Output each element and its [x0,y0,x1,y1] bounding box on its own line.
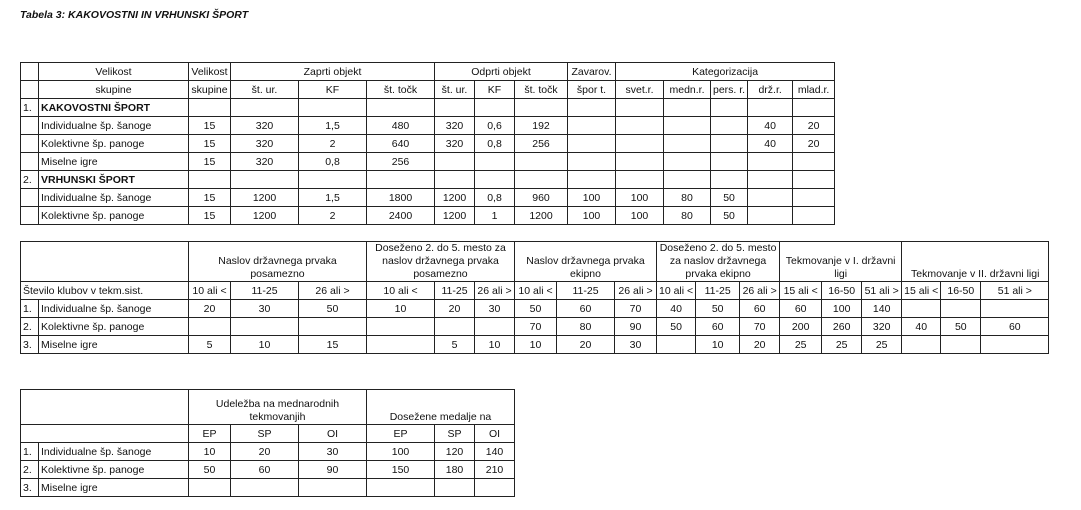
table-cell [515,99,568,117]
row-number [21,189,39,207]
table-row [21,207,835,225]
group-udelezba: Udeležba na mednarodnih tekmovanjih [189,390,367,425]
table-cell: 15 [299,336,367,354]
table-cell: 40 [748,117,793,135]
table-cell: 0,8 [475,189,515,207]
header-zaprti-objekt: Zaprti objekt [231,63,435,81]
table-row [21,153,835,171]
sub-header: OI [299,425,367,443]
header-velikost: Velikost [39,63,189,81]
table-cell [367,336,435,354]
table-row [21,117,835,135]
table-cell: 0,8 [475,135,515,153]
sub-header: 11-25 [231,282,299,300]
table-cell: 100 [367,443,435,461]
table-cell: 256 [515,135,568,153]
table-cell: 50 [189,461,231,479]
row-label: Individualne šp. šanoge [39,189,189,207]
row-label: Kolektivne šp. panoge [39,318,189,336]
sub-header: 26 ali > [299,282,367,300]
sub-header: 26 ali > [475,282,515,300]
table-cell [231,171,299,189]
table-cell [475,479,515,497]
table-row [21,300,1049,318]
table-cell [981,336,1049,354]
table-cell [793,189,835,207]
table-cell [367,318,435,336]
table-cell: 1200 [231,207,299,225]
table-cell: 25 [780,336,822,354]
table-cell: 15 [189,117,231,135]
table-cell: 192 [515,117,568,135]
table-cell: 100 [616,207,664,225]
row-number [21,207,39,225]
table-cell: 100 [568,207,616,225]
sub-header: špor t. [568,81,616,99]
table-title: Tabela 3: KAKOVOSTNI IN VRHUNSKI ŠPORT [20,9,249,21]
sub-header: svet.r. [616,81,664,99]
table-cell: 0,8 [299,153,367,171]
sub-header: medn.r. [664,81,711,99]
table-cell [367,479,435,497]
table-cell: 15 [189,135,231,153]
table-cell [748,171,793,189]
header-skupine: skupine [39,81,189,99]
table-cell [367,99,435,117]
sub-header: št. točk [367,81,435,99]
row-label: Individualne šp. šanoge [39,443,189,461]
row-label: Kolektivne šp. panoge [39,461,189,479]
table-cell [711,117,748,135]
table-cell [748,189,793,207]
table-klubi-tekmovanja [20,241,1049,354]
row-label: KAKOVOSTNI ŠPORT [39,99,189,117]
table-cell: 180 [435,461,475,479]
table-row [21,336,1049,354]
table-cell [568,117,616,135]
sub-header: EP [189,425,231,443]
table-cell [664,153,711,171]
table-row [21,171,835,189]
table-cell: 20 [793,117,835,135]
table-cell: 50 [696,300,740,318]
row-number [21,135,39,153]
table-cell [299,479,367,497]
table-cell: 140 [475,443,515,461]
row-label: Miselne igre [39,336,189,354]
row-number: 2. [21,318,39,336]
table-cell: 60 [780,300,822,318]
table-row [21,318,1049,336]
table-cell [299,318,367,336]
table-cell [231,318,299,336]
table-cell: 20 [231,443,299,461]
sub-header: 11-25 [435,282,475,300]
table-cell: 20 [557,336,615,354]
sub-header: OI [475,425,515,443]
table-cell [941,300,981,318]
table-cell: 120 [435,443,475,461]
table-cell: 5 [189,336,231,354]
sub-header: 11-25 [696,282,740,300]
table-cell: 90 [615,318,657,336]
table-cell [793,153,835,171]
sub-header: 26 ali > [615,282,657,300]
table-cell: 320 [435,135,475,153]
table-cell [793,99,835,117]
table-cell: 15 [189,153,231,171]
table-cell [711,135,748,153]
table-cell: 15 [189,189,231,207]
table-cell [435,99,475,117]
sub-header: 16-50 [941,282,981,300]
table-cell [231,479,299,497]
sub-header: št. ur. [231,81,299,99]
table-cell: 20 [189,300,231,318]
table-cell: 40 [657,300,696,318]
group-naslov-ekipno: Naslov državnega prvaka ekipno [515,242,657,282]
table-cell [231,99,299,117]
table-cell: 10 [475,336,515,354]
table-cell [711,99,748,117]
row-label: VRHUNSKI ŠPORT [39,171,189,189]
table-cell: 50 [515,300,557,318]
table-cell: 100 [568,189,616,207]
table-cell [367,171,435,189]
table-cell: 320 [435,117,475,135]
sub-header: 10 ali < [515,282,557,300]
table-cell: 60 [981,318,1049,336]
row-label-stevilo-klubov: Število klubov v tekm.sist. [21,282,189,300]
table-cell: 30 [299,443,367,461]
table-cell: 2400 [367,207,435,225]
table-cell: 40 [748,135,793,153]
table-cell [299,99,367,117]
table-cell [664,117,711,135]
table-cell: 10 [189,443,231,461]
sub-header: pers. r. [711,81,748,99]
row-label: Kolektivne šp. panoge [39,135,189,153]
table-cell [793,171,835,189]
table-cell: 25 [822,336,862,354]
table-cell: 20 [435,300,475,318]
table-cell [568,153,616,171]
table-cell [189,99,231,117]
sub-header: SP [435,425,475,443]
table-row [21,479,515,497]
group-liga-1: Tekmovanje v I. državni ligi [780,242,902,282]
sub-header: 16-50 [822,282,862,300]
table-cell: 320 [231,135,299,153]
table-cell [515,153,568,171]
sub-header: drž.r. [748,81,793,99]
table-mednarodna-tekmovanja [20,389,515,497]
header-skupine-2: skupine [189,81,231,99]
table-cell: 90 [299,461,367,479]
table-cell: 256 [367,153,435,171]
table-cell [435,318,475,336]
table-cell: 2 [299,207,367,225]
table-cell: 25 [862,336,902,354]
row-label: Miselne igre [39,479,189,497]
sub-header: KF [299,81,367,99]
table-cell [793,207,835,225]
table-cell: 15 [189,207,231,225]
header-velikost-2: Velikost [189,63,231,81]
table-cell: 10 [367,300,435,318]
table-cell: 30 [475,300,515,318]
table-cell: 1200 [435,207,475,225]
row-number: 2. [21,171,39,189]
row-number: 3. [21,336,39,354]
row-label: Individualne šp. šanoge [39,117,189,135]
row-label: Kolektivne šp. panoge [39,207,189,225]
table-cell [435,479,475,497]
table-cell [435,153,475,171]
table-cell: 60 [557,300,615,318]
table-cell: 1200 [515,207,568,225]
table-cell [748,99,793,117]
table-cell [616,171,664,189]
table-cell: 80 [664,189,711,207]
table-cell: 60 [740,300,780,318]
sub-header: KF [475,81,515,99]
table-cell: 30 [231,300,299,318]
table-cell [748,153,793,171]
table-cell [475,171,515,189]
table-cell: 70 [515,318,557,336]
header-zavarov: Zavarov. [568,63,616,81]
table-kakovostni-vrhunski [20,62,835,225]
table-cell [657,336,696,354]
table-cell [616,99,664,117]
table-cell: 1,5 [299,189,367,207]
table-cell: 70 [740,318,780,336]
sub-header: 15 ali < [780,282,822,300]
table-cell [664,99,711,117]
group-mesto-posamezno: Doseženo 2. do 5. mesto za naslov državnega prvaka posamezno [367,242,515,282]
table-cell: 30 [615,336,657,354]
table-cell [189,171,231,189]
table-cell: 5 [435,336,475,354]
table-row [21,443,515,461]
table-cell [568,99,616,117]
sub-header: EP [367,425,435,443]
table-cell [902,300,941,318]
table-cell [515,171,568,189]
table-cell [475,153,515,171]
sub-header: 11-25 [557,282,615,300]
table-cell [664,135,711,153]
table-cell: 10 [696,336,740,354]
table-cell: 320 [862,318,902,336]
table-row [21,99,835,117]
table-cell: 50 [711,207,748,225]
table-cell [981,300,1049,318]
sub-header: št. točk [515,81,568,99]
table-cell: 150 [367,461,435,479]
table-cell [475,99,515,117]
table-cell [664,171,711,189]
table-row [21,461,515,479]
header-odprti-objekt: Odprti objekt [435,63,568,81]
table-cell: 0,6 [475,117,515,135]
sub-header: št. ur. [435,81,475,99]
table-cell: 320 [231,117,299,135]
table-cell: 320 [231,153,299,171]
group-naslov-posamezno: Naslov državnega prvaka posamezno [189,242,367,282]
table-cell: 2 [299,135,367,153]
table-cell [711,171,748,189]
table-cell: 50 [657,318,696,336]
table-cell: 100 [822,300,862,318]
sub-header: 10 ali < [367,282,435,300]
table-cell [711,153,748,171]
table-cell [616,135,664,153]
table-cell [616,117,664,135]
row-number [21,153,39,171]
table-row [21,189,835,207]
table-cell: 260 [822,318,862,336]
table-cell: 50 [299,300,367,318]
row-number [21,117,39,135]
table-cell [748,207,793,225]
table-cell: 640 [367,135,435,153]
table-cell: 40 [902,318,941,336]
table-cell: 1200 [231,189,299,207]
table-cell: 1200 [435,189,475,207]
table-cell: 80 [557,318,615,336]
row-number: 1. [21,99,39,117]
table-cell [189,318,231,336]
sub-header: mlad.r. [793,81,835,99]
row-label: Miselne igre [39,153,189,171]
table-cell [189,479,231,497]
table-cell: 140 [862,300,902,318]
sub-header: SP [231,425,299,443]
group-liga-2: Tekmovanje v II. državni ligi [902,242,1049,282]
table-cell: 1,5 [299,117,367,135]
table-cell [568,135,616,153]
group-mesto-ekipno: Doseženo 2. do 5. mesto za naslov državnega prvaka ekipno [657,242,780,282]
table-cell [435,171,475,189]
row-label: Individualne šp. šanoge [39,300,189,318]
group-medalje: Dosežene medalje na [367,390,515,425]
sub-header: 51 ali > [862,282,902,300]
table-row [21,135,835,153]
table-cell: 10 [231,336,299,354]
table-cell: 80 [664,207,711,225]
sub-header: 10 ali < [657,282,696,300]
table-cell: 1 [475,207,515,225]
table-cell: 1800 [367,189,435,207]
table-cell [299,171,367,189]
table-cell: 60 [231,461,299,479]
table-cell: 50 [941,318,981,336]
sub-header: 10 ali < [189,282,231,300]
row-number: 1. [21,443,39,461]
table-cell [568,171,616,189]
table-cell: 210 [475,461,515,479]
table-cell [475,318,515,336]
table-cell [941,336,981,354]
table-cell: 960 [515,189,568,207]
table-cell: 100 [616,189,664,207]
table-cell: 10 [515,336,557,354]
row-number: 2. [21,461,39,479]
table-cell: 200 [780,318,822,336]
sub-header: 51 ali > [981,282,1049,300]
header-kategorizacija: Kategorizacija [616,63,835,81]
table-cell: 60 [696,318,740,336]
sub-header: 26 ali > [740,282,780,300]
table-cell: 20 [740,336,780,354]
table-cell [902,336,941,354]
row-number: 1. [21,300,39,318]
sub-header: 15 ali < [902,282,941,300]
table-cell: 480 [367,117,435,135]
row-number: 3. [21,479,39,497]
table-cell: 20 [793,135,835,153]
table-cell: 50 [711,189,748,207]
table-cell [616,153,664,171]
table-cell: 70 [615,300,657,318]
